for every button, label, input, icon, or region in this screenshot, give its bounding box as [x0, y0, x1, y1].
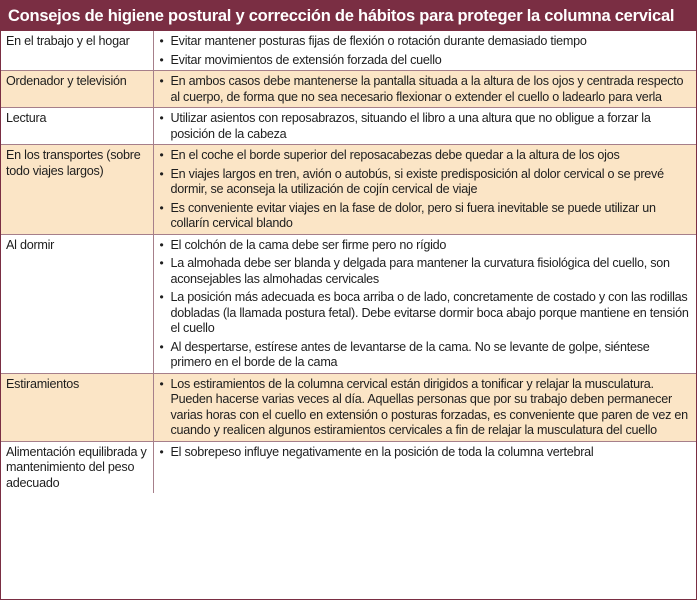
list-item — [159, 201, 693, 232]
bullet-icon: • — [159, 376, 164, 391]
bullet-icon: • — [159, 200, 164, 215]
list-item — [159, 340, 693, 371]
category-cell: En los transportes (sobre todo viajes largos) — [1, 145, 153, 235]
advice-cell — [153, 145, 696, 235]
advice-list — [159, 148, 693, 232]
advice-cell — [153, 373, 696, 441]
advice-cell — [153, 31, 696, 71]
list-item — [159, 445, 693, 461]
table-row — [1, 145, 696, 235]
advice-cell — [153, 234, 696, 373]
bullet-icon: • — [159, 256, 164, 270]
table-row — [1, 71, 696, 108]
bullet-icon: • — [159, 339, 164, 354]
list-item — [159, 238, 693, 254]
table-row — [1, 373, 696, 441]
advice-cell — [153, 108, 696, 145]
list-item — [159, 74, 693, 105]
advice-list — [159, 238, 693, 371]
bullet-icon: • — [159, 290, 164, 304]
category-cell: Lectura — [1, 108, 153, 145]
advice-list — [159, 111, 693, 142]
list-item-text: Al despertarse, estírese antes de levantarse de la cama. No se levante de golpe, siéntese primero en el borde de la cama — [170, 339, 650, 369]
bullet-icon: • — [159, 237, 164, 252]
category-cell: En el trabajo y el hogar — [1, 31, 153, 71]
list-item — [159, 34, 693, 50]
advice-table — [1, 31, 696, 493]
list-item-text: Evitar mantener posturas fijas de flexión o rotación durante demasiado tiempo — [170, 34, 587, 48]
list-item — [159, 148, 693, 164]
bullet-icon: • — [159, 74, 164, 88]
list-item-text: En ambos casos debe mantenerse la pantalla situada a la altura de los ojos y centrada respecto al cuerpo, de forma que no sea necesario flexionar o extender el cuello o ladearlo para verla — [170, 74, 684, 104]
advice-cell — [153, 441, 696, 493]
advice-list — [159, 377, 693, 439]
list-item — [159, 111, 693, 142]
category-cell: Estiramientos — [1, 373, 153, 441]
list-item-text: En el coche el borde superior del reposacabezas debe quedar a la altura de los ojos — [170, 148, 620, 162]
category-cell: Al dormir — [1, 234, 153, 373]
table-row — [1, 31, 696, 71]
advice-table-body — [1, 31, 696, 493]
list-item-text: La posición más adecuada es boca arriba o de lado, concretamente de costado y con las rodillas dobladas (la llamada postura fetal). Debe evitarse dormir boca abajo porque mantiene en tensión el cuello — [170, 290, 689, 335]
bullet-icon: • — [159, 52, 164, 67]
list-item — [159, 256, 693, 287]
list-item-text: Es conveniente evitar viajes en la fase de dolor, pero si fuera inevitable se puede utilizar un collarín cervical blando — [170, 200, 656, 230]
list-item-text: El colchón de la cama debe ser firme pero no rígido — [170, 237, 447, 252]
advice-list — [159, 445, 693, 461]
list-item-text: El sobrepeso influye negativamente en la posición de toda la columna vertebral — [170, 444, 594, 459]
list-item — [159, 290, 693, 337]
bullet-icon: • — [159, 111, 164, 125]
list-item-text: Utilizar asientos con reposabrazos, situando el libro a una altura que no obligue a forzar la posición de la cabeza — [170, 111, 651, 141]
table-row — [1, 234, 696, 373]
bullet-icon: • — [159, 148, 164, 162]
category-cell: Ordenador y televisión — [1, 71, 153, 108]
list-item — [159, 377, 693, 439]
category-cell: Alimentación equilibrada y mantenimiento del peso adecuado — [1, 441, 153, 493]
bullet-icon: • — [159, 444, 164, 459]
advice-cell — [153, 71, 696, 108]
advice-list — [159, 34, 693, 68]
list-item — [159, 53, 693, 69]
page-title: Consejos de higiene postural y corrección de hábitos para proteger la columna cervical — [1, 1, 696, 31]
list-item — [159, 167, 693, 198]
bullet-icon: • — [159, 166, 164, 181]
list-item-text: Evitar movimientos de extensión forzada del cuello — [170, 52, 442, 67]
list-item-text: Los estiramientos de la columna cervical están dirigidos a tonificar y relajar la musculatura. Pueden hacerse varias veces al día. Aquellas personas que por su trabajo deben permanecer varias horas con el cuello en extensión o posturas forzadas, es conveniente que paren de vez en cuando y realicen algunos estiramientos cervicales a fin de relajar la musculatura del cuello — [170, 376, 688, 437]
list-item-text: La almohada debe ser blanda y delgada para mantener la curvatura fisiológica del cuello, son aconsejables las almohadas cervicales — [170, 256, 670, 286]
table-row — [1, 441, 696, 493]
bullet-icon: • — [159, 34, 164, 48]
list-item-text: En viajes largos en tren, avión o autobús, si existe predisposición al dolor cervical o se prevé dormir, se aconseja la utilización de cojín cervical de viaje — [170, 166, 664, 196]
advice-list — [159, 74, 693, 105]
table-row — [1, 108, 696, 145]
